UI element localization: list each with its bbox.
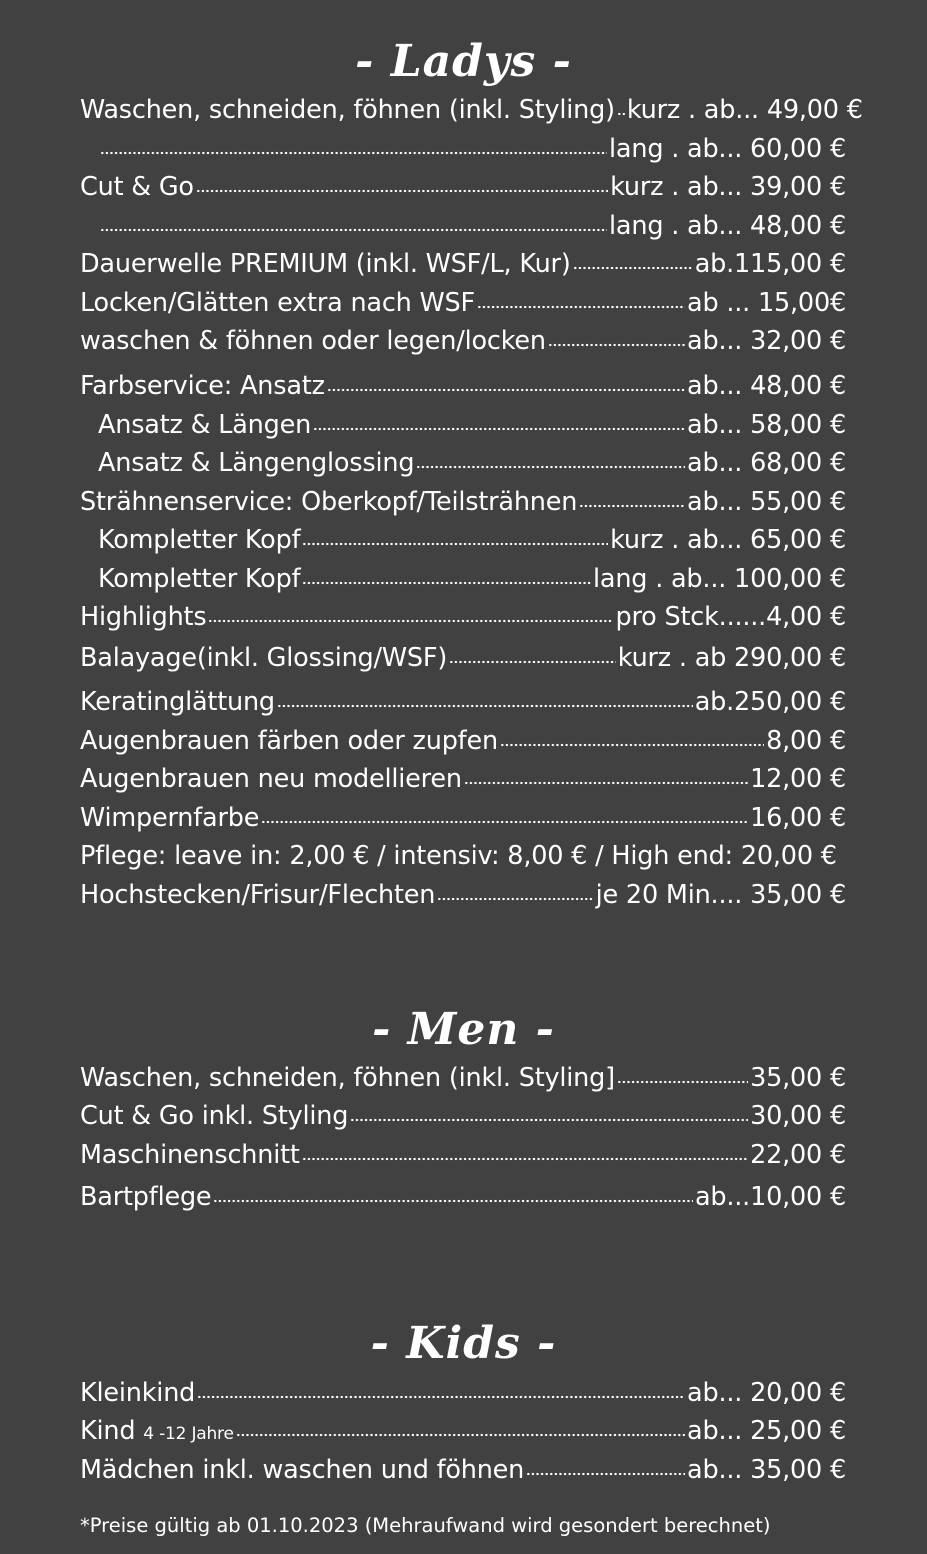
leader-dots — [548, 343, 685, 347]
service-label: Farbservice: Ansatz — [80, 371, 325, 401]
leader-dots — [197, 1395, 685, 1399]
service-label: Hochstecken/Frisur/Flechten — [80, 880, 436, 910]
leader-dots — [313, 427, 685, 431]
section-title-ladys: - Ladys - — [355, 36, 572, 87]
leader-dots — [213, 1199, 693, 1203]
price-row — [80, 800, 846, 836]
price-row — [80, 246, 846, 282]
service-label: waschen & föhnen oder legen/locken — [80, 326, 546, 356]
service-label: Strähnenservice: Oberkopf/Teilsträhnen — [80, 487, 578, 517]
service-label: Augenbrauen färben oder zupfen — [80, 726, 498, 756]
price-row — [80, 561, 846, 597]
leader-dots — [196, 189, 608, 193]
price-row — [80, 522, 846, 558]
price-value: pro Stck......4,00 € — [615, 602, 846, 632]
price-value: 35,00 € — [750, 1063, 846, 1093]
price-value: kurz . ab 290,00 € — [617, 643, 846, 673]
leader-dots — [261, 820, 748, 824]
section-title-men: - Men - — [372, 1004, 555, 1055]
leader-dots — [100, 151, 607, 155]
price-row — [80, 323, 846, 359]
price-row — [80, 1452, 846, 1488]
service-label: Locken/Glätten extra nach WSF — [80, 288, 475, 318]
service-label: Cut & Go — [80, 172, 194, 202]
price-row — [80, 445, 846, 481]
price-row — [80, 599, 846, 635]
price-value: 8,00 € — [766, 726, 846, 756]
price-value: kurz . ab... 39,00 € — [610, 172, 846, 202]
price-value: 22,00 € — [750, 1140, 846, 1170]
price-value: 16,00 € — [750, 803, 846, 833]
leader-dots — [573, 266, 693, 270]
leader-dots — [464, 781, 748, 785]
price-value: ab... 25,00 € — [687, 1416, 846, 1446]
age-range-label: 4 -12 Jahre — [143, 1424, 234, 1444]
leader-dots — [617, 112, 625, 116]
service-label: Dauerwelle PREMIUM (inkl. WSF/L, Kur) — [80, 249, 571, 279]
service-label: Ansatz & Längen — [98, 410, 312, 440]
leader-dots — [449, 660, 616, 664]
price-value: kurz . ab... 49,00 € — [626, 95, 863, 125]
price-validity-note: *Preise gültig ab 01.10.2023 (Mehraufwand wird gesondert berechnet) — [80, 1514, 771, 1537]
leader-dots — [208, 619, 613, 623]
price-value: 30,00 € — [750, 1101, 846, 1131]
section-title-kids: - Kids - — [370, 1318, 557, 1369]
leader-dots — [617, 1080, 748, 1084]
price-value: lang . ab... 100,00 € — [593, 564, 846, 594]
leader-dots — [477, 305, 685, 309]
leader-dots — [500, 743, 764, 747]
service-label: Kompletter Kopf — [98, 564, 301, 594]
leader-dots — [236, 1433, 685, 1437]
price-value: ab... 55,00 € — [687, 487, 846, 517]
leader-dots — [302, 1157, 748, 1161]
price-value: ab... 20,00 € — [687, 1378, 846, 1408]
price-value: ab... 35,00 € — [687, 1455, 846, 1485]
price-value: ab.115,00 € — [694, 249, 846, 279]
price-value: 12,00 € — [750, 764, 846, 794]
price-row — [80, 1137, 846, 1173]
service-label: Cut & Go inkl. Styling — [80, 1101, 349, 1131]
service-label: Keratinglättung — [80, 687, 275, 717]
price-row — [80, 1098, 846, 1134]
price-value: ab... 68,00 € — [687, 448, 846, 478]
service-label-main: Kind — [80, 1416, 136, 1446]
leader-dots — [350, 1118, 748, 1122]
price-value: ab...10,00 € — [694, 1182, 846, 1212]
price-row — [80, 723, 846, 759]
service-label: Mädchen inkl. waschen und föhnen — [80, 1455, 525, 1485]
leader-dots — [437, 897, 593, 901]
leader-dots — [302, 542, 608, 546]
price-row — [80, 285, 846, 321]
price-row — [80, 484, 846, 520]
leader-dots — [100, 228, 607, 232]
service-label: Kleinkind — [80, 1378, 196, 1408]
service-label: Pflege: leave in: 2,00 € / intensiv: 8,00 € / High end: 20,00 € — [80, 841, 837, 871]
price-row — [80, 131, 846, 167]
price-value: ab... 58,00 € — [687, 410, 846, 440]
price-row — [80, 1060, 846, 1096]
service-label: Augenbrauen neu modellieren — [80, 764, 462, 794]
price-row — [80, 368, 846, 404]
service-label — [80, 1413, 234, 1452]
leader-dots — [526, 1472, 685, 1476]
service-label: Ansatz & Längenglossing — [98, 448, 415, 478]
price-row — [80, 92, 863, 128]
price-row — [80, 877, 846, 913]
price-row — [80, 761, 846, 797]
price-value: ab... 48,00 € — [687, 371, 846, 401]
price-row — [80, 684, 846, 720]
leader-dots — [277, 704, 693, 708]
leader-dots — [579, 504, 685, 508]
price-row — [80, 208, 846, 244]
price-value: lang . ab... 60,00 € — [609, 134, 846, 164]
price-value: ab ... 15,00€ — [687, 288, 846, 318]
service-label: Waschen, schneiden, föhnen (inkl. Styling) — [80, 95, 615, 125]
leader-dots — [416, 465, 685, 469]
price-row — [80, 838, 846, 874]
price-value: je 20 Min.... 35,00 € — [595, 880, 846, 910]
service-label: Balayage(inkl. Glossing/WSF) — [80, 643, 448, 673]
price-value: ab.250,00 € — [694, 687, 846, 717]
service-label: Highlights — [80, 602, 207, 632]
price-value: ab... 32,00 € — [687, 326, 846, 356]
service-label: Waschen, schneiden, föhnen (inkl. Styling] — [80, 1063, 615, 1093]
service-label: Bartpflege — [80, 1182, 212, 1212]
price-row — [80, 407, 846, 443]
price-row — [80, 1375, 846, 1411]
price-value: kurz . ab... 65,00 € — [610, 525, 846, 555]
price-row — [80, 169, 846, 205]
leader-dots — [327, 388, 685, 392]
leader-dots — [302, 581, 591, 585]
price-row — [80, 640, 846, 676]
service-label: Wimpernfarbe — [80, 803, 260, 833]
service-label: Maschinenschnitt — [80, 1140, 300, 1170]
service-label: Kompletter Kopf — [98, 525, 301, 555]
price-value: lang . ab... 48,00 € — [609, 211, 846, 241]
price-row — [80, 1179, 846, 1215]
price-row — [80, 1413, 846, 1449]
